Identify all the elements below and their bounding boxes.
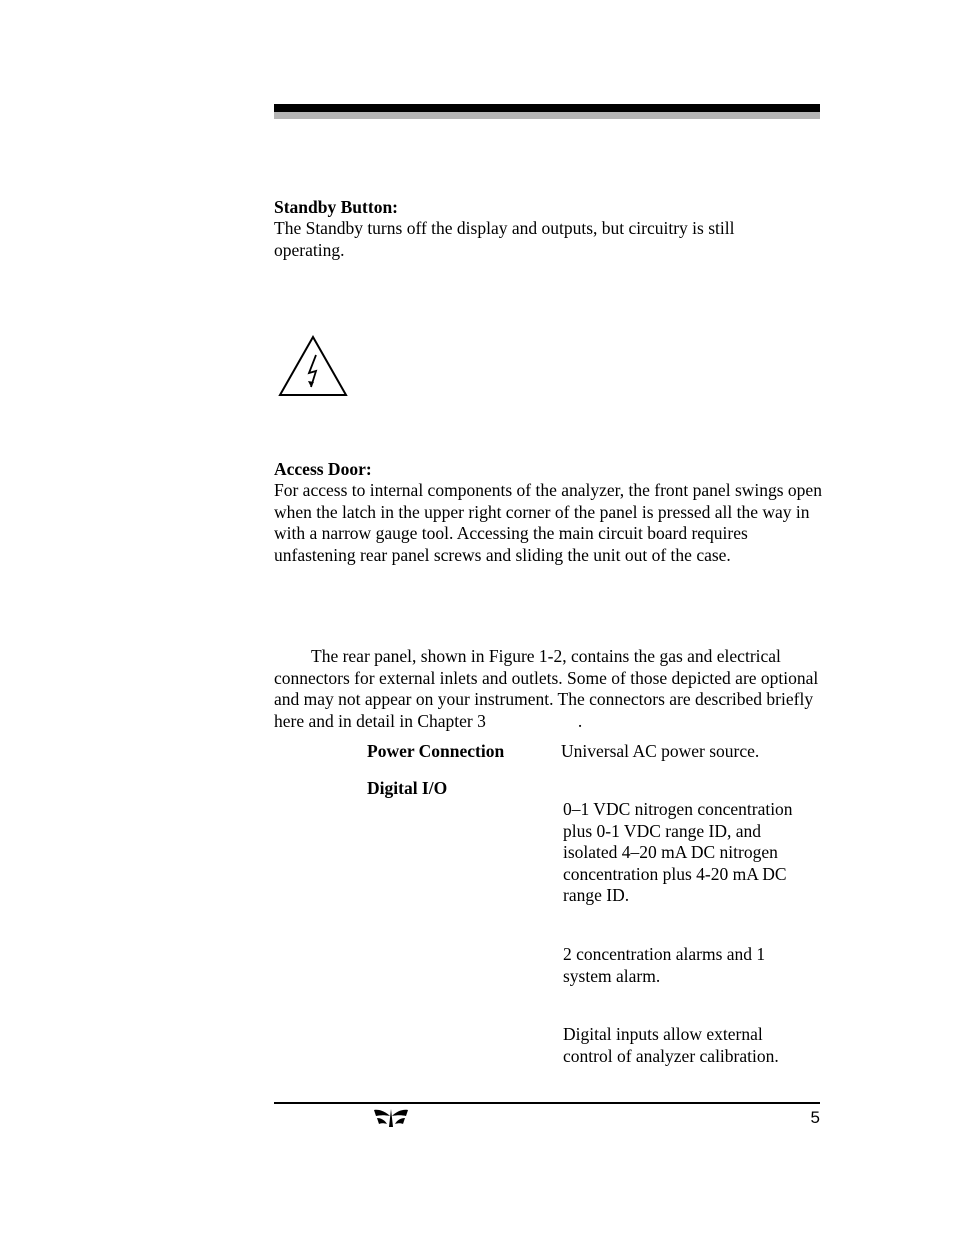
alarm-desc: 2 concentration alarms and 1 system alarm. bbox=[563, 944, 766, 986]
company-logo-icon bbox=[372, 1106, 410, 1136]
digital-io-label: Digital I/O bbox=[367, 778, 448, 798]
access-door-heading: Access Door: bbox=[274, 459, 372, 479]
power-connection-desc: Universal AC power source. bbox=[561, 741, 760, 761]
rear-panel-body bbox=[274, 646, 824, 732]
rear-panel-text: The rear panel, shown in Figure 1-2, contains the gas and electrical connectors for external inlets and outlets. Some of those depicted are optional and may not appear on your instrument. The connectors are described briefly here and in detail in Chapter 3 bbox=[274, 646, 819, 731]
electrical-hazard-icon bbox=[278, 335, 348, 403]
power-connection-label: Power Connection bbox=[367, 741, 505, 761]
page-number: 5 bbox=[810, 1108, 820, 1127]
standby-heading: Standby Button: bbox=[274, 197, 399, 217]
analog-output-desc: 0–1 VDC nitrogen concentration plus 0-1 VDC range ID, and isolated 4–20 mA DC nitrogen concentration plus 4-20 mA DC range ID. bbox=[563, 799, 793, 905]
rear-panel-period: . bbox=[577, 710, 583, 731]
footer-rule bbox=[274, 1102, 820, 1104]
header-rule-shadow bbox=[274, 112, 820, 119]
header-rule bbox=[274, 104, 820, 112]
standby-body: The Standby turns off the display and outputs, but circuitry is still operating. bbox=[274, 218, 735, 260]
access-door-body: For access to internal components of the analyzer, the front panel swings open when the latch in the upper right corner of the panel is pressed all the way in with a narrow gauge tool. Accessing the main circuit board requires unfastening rear panel screws and sliding the unit out of the case. bbox=[274, 480, 822, 565]
remote-cal-desc: Digital inputs allow external control of analyzer calibration. bbox=[563, 1024, 779, 1066]
